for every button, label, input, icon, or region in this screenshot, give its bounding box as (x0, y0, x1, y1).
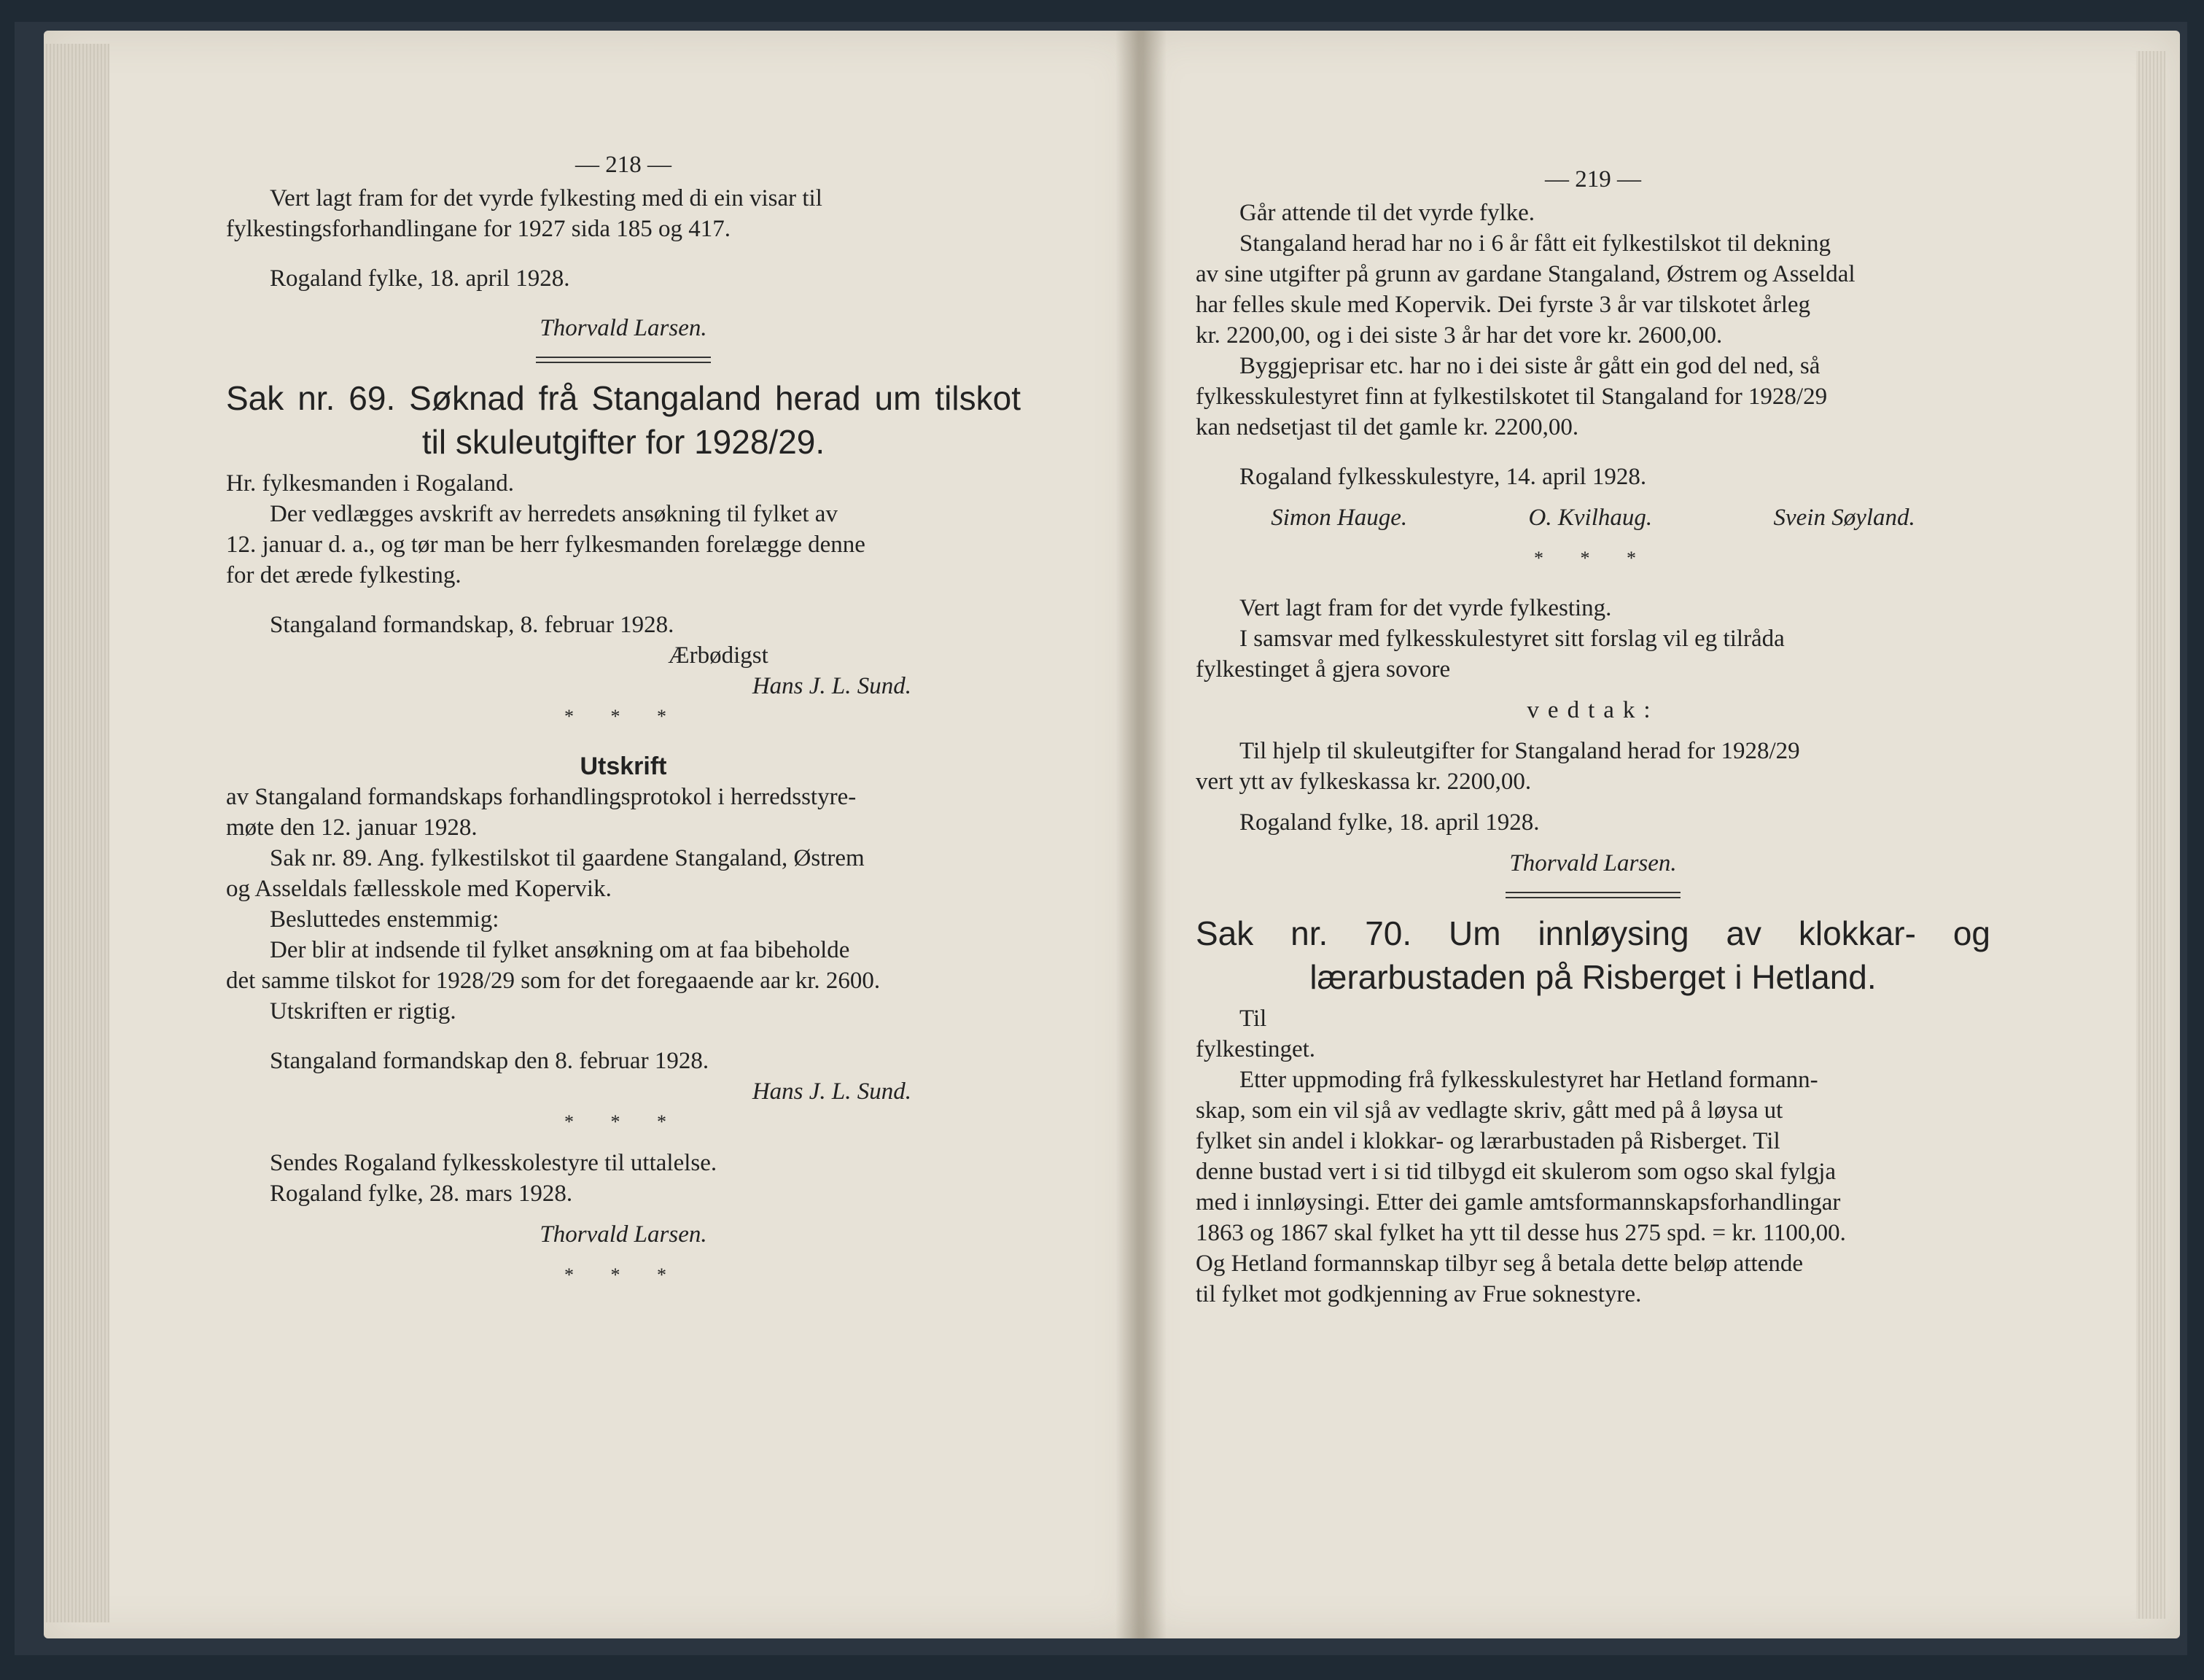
stars-r1: * * * (1534, 548, 1652, 569)
page-edges-right (2136, 51, 2165, 1619)
stars-1: * * * (564, 706, 682, 727)
place-date-3: Stangaland formandskap den 8. februar 1928. (270, 1048, 709, 1074)
para-2-line-1: Stangaland herad har no i 6 år fått eit fylkestilskot til dekning (1239, 230, 1831, 257)
addressee-r2: fylkestinget. (1196, 1036, 1316, 1062)
utskrift-line-7: det samme tilskot for 1928/29 som for det foregaaende aar kr. 2600. (226, 968, 881, 994)
case-69-heading (226, 376, 1021, 464)
body-line-6: 1863 og 1867 skal fylket ha ytt til desse hus 275 spd. = kr. 1100,00. (1196, 1220, 1846, 1246)
intro-line-2: fylkestingsforhandlingane for 1927 sida 185 og 417. (226, 216, 731, 242)
signatories (1196, 502, 1990, 533)
closing: Ærbødigst (668, 642, 768, 669)
para-3-line-1: Byggjeprisar etc. har no i dei siste år gått ein god del ned, så (1239, 353, 1821, 379)
resolution-line-2: vert ytt av fylkeskassa kr. 2200,00. (1196, 769, 1532, 795)
right-column (1196, 164, 1990, 1310)
body-line-3: fylket sin andel i klokkar- og lærarbustaden på Risberget. Til (1196, 1128, 1780, 1154)
signature-3: Hans J. L. Sund. (752, 1078, 911, 1105)
place-date-2: Stangaland formandskap, 8. februar 1928. (270, 612, 674, 638)
utskrift-line-5: Besluttedes enstemmig: (270, 906, 499, 933)
body-line-1: Etter uppmoding frå fylkesskulestyret har Hetland formann- (1239, 1067, 1818, 1093)
utskrift-line-2: møte den 12. januar 1928. (226, 814, 478, 841)
place-date-4: Rogaland fylke, 28. mars 1928. (270, 1181, 573, 1207)
vedtak-label: vedtak: (1527, 697, 1659, 723)
utskrift-title: Utskrift (580, 752, 667, 780)
resolution-line-1: Til hjelp til skuleutgifter for Stangaland herad for 1928/29 (1239, 738, 1800, 764)
para-5-line-2: fylkestinget å gjera sovore (1196, 656, 1451, 682)
signatory-3: Svein Søyland. (1773, 505, 1915, 531)
intro-line-1: Vert lagt fram for det vyrde fylkesting med di ein visar til (270, 185, 822, 211)
page-number-left: — 218 — (575, 152, 671, 178)
stars-2: * * * (564, 1111, 682, 1132)
body-line-5: med i innløysingi. Etter dei gamle amtsformannskapsforhandlingar (1196, 1189, 1841, 1216)
utskrift-line-3: Sak nr. 89. Ang. fylkestilskot til gaardene Stangaland, Østrem (270, 845, 865, 871)
page-edges-left (44, 44, 109, 1622)
case-70-heading (1196, 911, 1990, 999)
signatory-2: O. Kvilhaug. (1528, 505, 1653, 531)
utskrift-line-8: Utskriften er rigtig. (270, 998, 456, 1024)
place-date-r1: Rogaland fylkesskulestyre, 14. april 1928. (1239, 464, 1647, 490)
section-divider-right (1506, 892, 1681, 898)
body-line-7: Og Hetland formannskap tilbyr seg å betala dette beløp attende (1196, 1251, 1803, 1277)
case-70-heading-line-2: lærarbustaden på Risberget i Hetland. (1309, 958, 1877, 996)
para-2-line-4: kr. 2200,00, og i dei siste 3 år har det vore kr. 2600,00. (1196, 322, 1723, 349)
forward-note: Sendes Rogaland fylkesskolestyre til uttalelse. (270, 1150, 717, 1176)
signature-1: Thorvald Larsen. (540, 315, 707, 341)
body-1-line-1: Der vedlægges avskrift av herredets ansøkning til fylket av (270, 501, 838, 527)
para-1: Går attende til det vyrde fylke. (1239, 200, 1535, 226)
place-date-r2: Rogaland fylke, 18. april 1928. (1239, 809, 1540, 836)
body-1-line-3: for det ærede fylkesting. (226, 562, 462, 588)
para-3-line-2: fylkesskulestyret finn at fylkestilskotet til Stangaland for 1928/29 (1196, 384, 1828, 410)
book-gutter (1115, 31, 1167, 1638)
case-69-heading-line-2: til skuleutgifter for 1928/29. (421, 423, 825, 461)
para-2-line-3: har felles skule med Kopervik. Dei fyrste 3 år var tilskotet årleg (1196, 292, 1811, 318)
signatory-1: Simon Hauge. (1271, 505, 1408, 531)
para-5-line-1: I samsvar med fylkesskulestyret sitt forslag vil eg tilråda (1239, 626, 1785, 652)
signature-2: Hans J. L. Sund. (752, 673, 911, 699)
body-line-8: til fylket mot godkjenning av Frue soknestyre. (1196, 1281, 1642, 1307)
body-line-4: denne bustad vert i si tid tilbygd eit skulerom som ogso skal fylgja (1196, 1159, 1837, 1185)
section-divider (536, 357, 711, 363)
addressee: Hr. fylkesmanden i Rogaland. (226, 470, 515, 497)
para-2-line-2: av sine utgifter på grunn av gardane Stangaland, Østrem og Asseldal (1196, 261, 1856, 287)
body-line-2: skap, som ein vil sjå av vedlagte skriv, gått med på å løysa ut (1196, 1097, 1783, 1124)
body-1-line-2: 12. januar d. a., og tør man be herr fylkesmanden forelægge denne (226, 532, 865, 558)
addressee-r1: Til (1239, 1006, 1267, 1032)
utskrift-line-6: Der blir at indsende til fylket ansøkning om at faa bibeholde (270, 937, 850, 963)
case-70-heading-line-1: Sak nr. 70. Um innløysing av klokkar- og (1196, 914, 1990, 952)
place-date-1: Rogaland fylke, 18. april 1928. (270, 265, 570, 292)
utskrift-line-4: og Asseldals fællesskole med Kopervik. (226, 876, 612, 902)
utskrift-line-1: av Stangaland formandskaps forhandlingsprotokol i herredsstyre- (226, 784, 857, 810)
page-number-right: — 219 — (1545, 166, 1641, 192)
left-column (226, 149, 1021, 1291)
para-3-line-3: kan nedsetjast til det gamle kr. 2200,00. (1196, 414, 1579, 440)
signature-r2: Thorvald Larsen. (1509, 850, 1677, 876)
para-4: Vert lagt fram for det vyrde fylkesting. (1239, 595, 1612, 621)
case-69-heading-line-1: Sak nr. 69. Søknad frå Stangaland herad um tilskot (226, 379, 1021, 417)
stars-3: * * * (564, 1264, 682, 1286)
signature-4: Thorvald Larsen. (540, 1221, 707, 1248)
